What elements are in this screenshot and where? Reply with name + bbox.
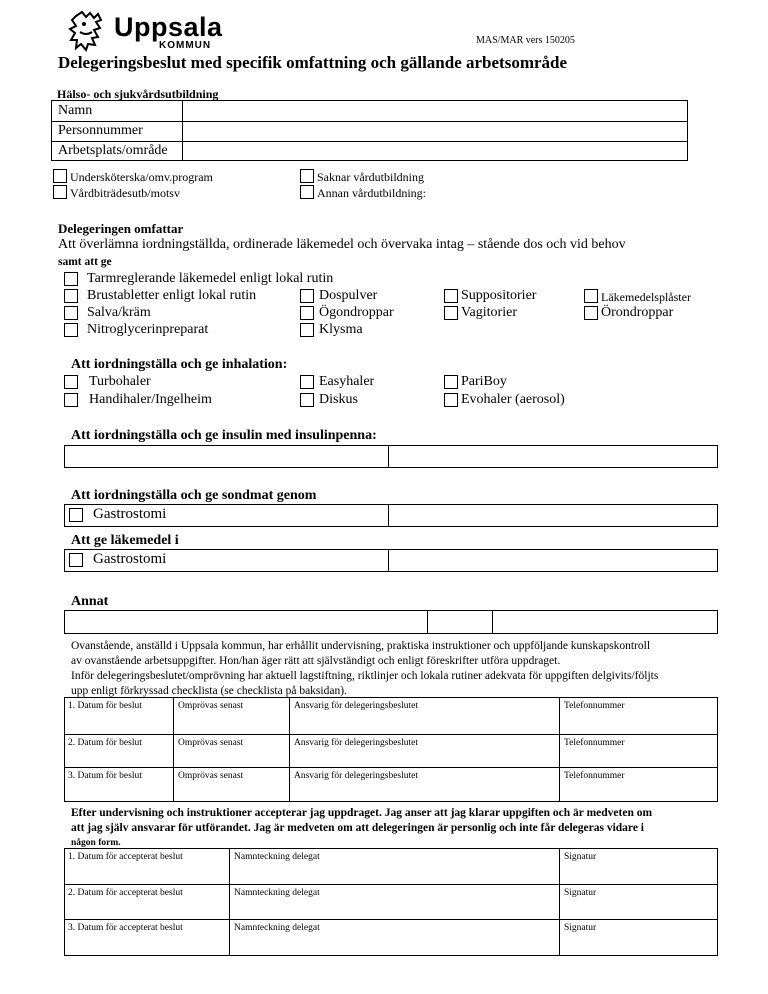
decision-responsible-label: Ansvarig för delegeringsbeslutet <box>294 771 418 781</box>
acceptance-line: Efter undervisning och instruktioner accepterar jag uppdraget. Jag anser att jag klarar uppgiften och är medveten om <box>71 807 653 819</box>
decision-phone-label: Telefonnummer <box>564 771 625 781</box>
logo-subtitle: KOMMUN <box>159 40 212 51</box>
medication-via-option: Gastrostomi <box>93 551 167 567</box>
annan-vardutbildning-checkbox[interactable] <box>300 185 314 199</box>
personnummer-label: Personnummer <box>58 123 143 138</box>
decision-phone-label: Telefonnummer <box>564 738 625 748</box>
plaster-label: Läkemedelsplåster <box>601 290 691 304</box>
decision-responsible-label: Ansvarig för delegeringsbeslutet <box>294 738 418 748</box>
logo-name: Uppsala <box>114 12 223 42</box>
orondroppar-label: Örondroppar <box>601 305 674 320</box>
name-label: Namn <box>58 103 93 118</box>
handihaler-checkbox[interactable] <box>64 393 78 407</box>
page-title: Delegeringsbeslut med specifik omfattning och gällande arbetsområde <box>58 53 568 72</box>
personal-heading: Hälso- och sjukvårdsutbildning <box>57 87 219 101</box>
other-heading: Annat <box>71 594 109 609</box>
other-table <box>64 610 718 634</box>
acceptance-line: att jag själv ansvarar för utförandet. Jag är medveten om att delegeringen är personlig och inte får delegeras vidare i <box>71 822 645 834</box>
scope-heading: Delegeringen omfattar <box>58 221 184 236</box>
delegate-signature-label: Namnteckning delegat <box>234 923 320 933</box>
acceptance-table <box>64 848 718 956</box>
nitroglycerin-label: Nitroglycerinpreparat <box>87 322 209 337</box>
evohaler-checkbox[interactable] <box>444 393 458 407</box>
brustabletter-label: Brustabletter enligt lokal rutin <box>87 288 257 303</box>
other-field-3[interactable] <box>493 611 717 633</box>
turbohaler-checkbox[interactable] <box>64 375 78 389</box>
tarmreglerande-label: Tarmreglerande läkemedel enligt lokal rutin <box>87 271 334 286</box>
decisions-table <box>64 697 718 802</box>
handihaler-label: Handihaler/Ingelheim <box>89 392 212 407</box>
diskus-label: Diskus <box>319 392 358 407</box>
insulin-table <box>64 445 718 468</box>
initials-label: Signatur <box>564 923 597 933</box>
initials-label: Signatur <box>564 852 597 862</box>
tube-feeding-table <box>64 504 718 527</box>
lion-emblem-icon <box>68 10 112 52</box>
evohaler-label: Evohaler (aerosol) <box>461 392 565 407</box>
dospulver-checkbox[interactable] <box>300 289 314 303</box>
klysma-label: Klysma <box>319 322 363 337</box>
decision-date-label: 3. Datum för beslut <box>68 771 142 781</box>
suppositorier-label: Suppositorier <box>461 288 537 303</box>
undersköterska-checkbox[interactable] <box>53 169 67 183</box>
accepted-date-label: 3. Datum för accepterat beslut <box>68 923 183 933</box>
scope-text: Att överlämna iordningställda, ordinerade läkemedel och övervaka intag – stående dos och vid behov <box>58 237 626 252</box>
statement-line: Inför delegeringsbeslutet/omprövning har aktuell lagstiftning, riktlinjer och lokala rutiner adekvata för uppgiften delgivits/följts <box>71 670 659 682</box>
tube-feeding-checkbox[interactable] <box>69 508 83 522</box>
other-field-2[interactable] <box>428 611 492 633</box>
undersköterska-label: Undersköterska/omv.program <box>70 170 213 184</box>
decision-phone-label: Telefonnummer <box>564 701 625 711</box>
delegate-signature-label: Namnteckning delegat <box>234 888 320 898</box>
decision-review-label: Omprövas senast <box>178 701 244 711</box>
delegate-signature-label: Namnteckning delegat <box>234 852 320 862</box>
vardbitrade-label: Vårdbiträdesutb/motsv <box>70 186 180 200</box>
insulin-field-right[interactable] <box>389 446 717 467</box>
pariboy-label: PariBoy <box>461 374 507 389</box>
decision-responsible-label: Ansvarig för delegeringsbeslutet <box>294 701 418 711</box>
vagitorier-checkbox[interactable] <box>444 306 458 320</box>
brustabletter-checkbox[interactable] <box>64 289 78 303</box>
name-field[interactable] <box>183 101 687 121</box>
insulin-heading: Att iordningställa och ge insulin med insulinpenna: <box>71 428 377 443</box>
plaster-checkbox[interactable] <box>584 289 598 303</box>
tube-feeding-heading: Att iordningställa och ge sondmat genom <box>71 488 317 503</box>
decision-date-label: 2. Datum för beslut <box>68 738 142 748</box>
ogondroppar-checkbox[interactable] <box>300 306 314 320</box>
tube-feeding-option: Gastrostomi <box>93 506 167 522</box>
acceptance-text <box>71 806 721 851</box>
saknar-vardutbildning-label: Saknar vårdutbildning <box>317 170 424 184</box>
inhalation-heading: Att iordningställa och ge inhalation: <box>71 357 288 372</box>
acceptance-line: någon form. <box>71 838 121 848</box>
statement-line: av ovanstående arbetsuppgifter. Hon/han äger rätt att självständigt och enligt föreskrifter utföra uppdraget. <box>71 655 561 667</box>
ogondroppar-label: Ögondroppar <box>319 305 394 320</box>
statement-text <box>71 639 721 699</box>
statement-line: Ovanstående, anställd i Uppsala kommun, har erhållit undervisning, praktiska instruktioner och uppföljande kunskapskontroll <box>71 640 651 652</box>
medication-via-checkbox[interactable] <box>69 553 83 567</box>
decision-review-label: Omprövas senast <box>178 738 244 748</box>
vagitorier-label: Vagitorier <box>461 305 517 320</box>
annan-vardutbildning-label: Annan vårdutbildning: <box>317 186 426 200</box>
personnummer-field[interactable] <box>183 122 687 141</box>
accepted-date-label: 2. Datum för accepterat beslut <box>68 888 183 898</box>
insulin-field-left[interactable] <box>65 446 388 467</box>
klysma-checkbox[interactable] <box>300 323 314 337</box>
scope-also: samt att ge <box>58 256 112 268</box>
statement-line: upp enligt förkryssad checklista (se checklista på baksidan). <box>71 685 347 697</box>
saknar-vardutbildning-checkbox[interactable] <box>300 169 314 183</box>
suppositorier-checkbox[interactable] <box>444 289 458 303</box>
salva-checkbox[interactable] <box>64 306 78 320</box>
easyhaler-label: Easyhaler <box>319 374 375 389</box>
personal-table <box>51 100 688 161</box>
initials-label: Signatur <box>564 888 597 898</box>
easyhaler-checkbox[interactable] <box>300 375 314 389</box>
orondroppar-checkbox[interactable] <box>584 306 598 320</box>
accepted-date-label: 1. Datum för accepterat beslut <box>68 852 183 862</box>
workplace-label: Arbetsplats/område <box>58 143 168 158</box>
dospulver-label: Dospulver <box>319 288 378 303</box>
workplace-field[interactable] <box>183 142 687 160</box>
tarmreglerande-checkbox[interactable] <box>64 272 78 286</box>
decision-date-label: 1. Datum för beslut <box>68 701 142 711</box>
other-field-1[interactable] <box>65 611 427 633</box>
diskus-checkbox[interactable] <box>300 393 314 407</box>
medication-via-heading: Att ge läkemedel i <box>71 533 179 548</box>
uppsala-logo <box>68 10 238 52</box>
nitroglycerin-checkbox[interactable] <box>64 323 78 337</box>
document-id: MAS/MAR vers 150205 <box>476 35 575 46</box>
salva-label: Salva/kräm <box>87 305 151 320</box>
vardbitrade-checkbox[interactable] <box>53 185 67 199</box>
medication-via-field[interactable] <box>389 550 717 571</box>
medication-via-table <box>64 549 718 572</box>
pariboy-checkbox[interactable] <box>444 375 458 389</box>
tube-feeding-field[interactable] <box>389 505 717 526</box>
turbohaler-label: Turbohaler <box>89 374 151 389</box>
decision-review-label: Omprövas senast <box>178 771 244 781</box>
